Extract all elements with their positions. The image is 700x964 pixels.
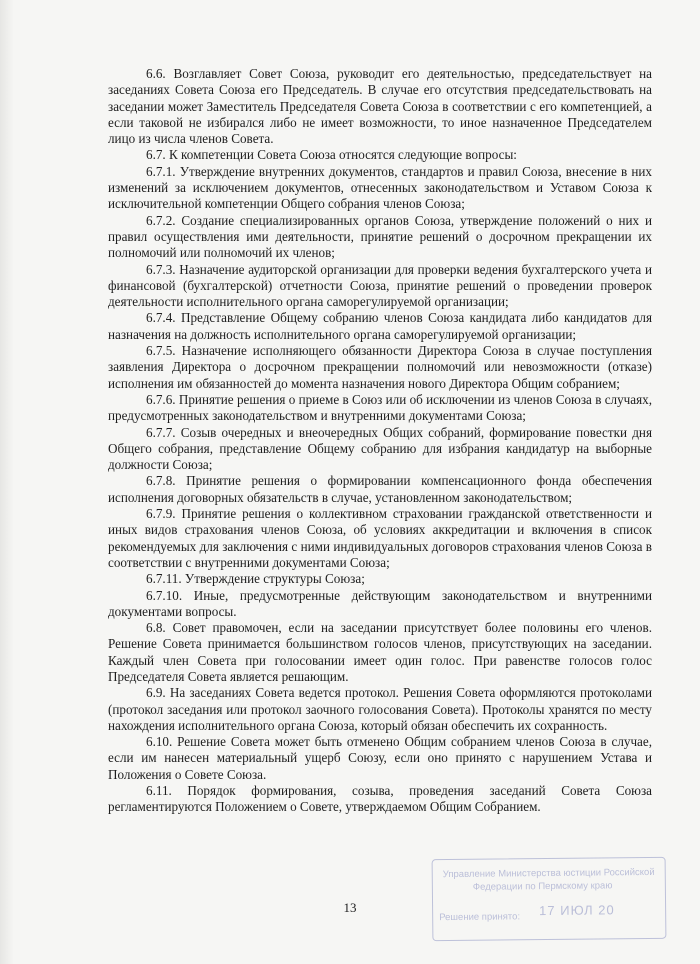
scan-edge-shadow bbox=[0, 0, 14, 964]
registration-stamp bbox=[432, 857, 667, 941]
paragraph-6-7-9: 6.7.9. Принятие решения о коллективном страховании гражданской ответственности и иных видов страхования членов Союза, об условиях аккредитации и включения в список рекомендуемых для заключения с ними индивидуальных договоров страхования членов Союза в соответствии с внутренними документами Союза; bbox=[108, 506, 652, 570]
paragraph-6-7-11: 6.7.11. Утверждение структуры Союза; bbox=[146, 571, 365, 587]
stamp-line-authority: Управление Министерства юстиции Российской bbox=[442, 866, 655, 881]
paragraph-6-10: 6.10. Решение Совета может быть отменено Общим собранием членов Союза в случае, если им нанесен материальный ущерб Союзу, если оно принято с нарушением Устава и Положения о Совете Союза. bbox=[108, 734, 652, 782]
paragraph-6-7-3: 6.7.3. Назначение аудиторской организации для проверки ведения бухгалтерского учета и финансовой (бухгалтерской) отчетности Союза, принятие решений о проведении проверок деятельности исполнительного органа саморегулируемой организации; bbox=[108, 261, 652, 310]
page-number: 13 bbox=[343, 900, 357, 915]
paragraph-6-7-1: 6.7.1. Утверждение внутренних документов, стандартов и правил Союза, внесение в них изменений за исключением документов, отнесенных законодательством и Уставом Союза к исключительной компетенции Общего собрания членов Союза; bbox=[108, 163, 652, 212]
document-body bbox=[108, 66, 652, 816]
paragraph-6-7: 6.7. К компетенции Совета Союза относятся следующие вопросы: bbox=[146, 147, 517, 163]
paragraph-6-7-4: 6.7.4. Представление Общему собранию членов Союза кандидата либо кандидатов для назначения на должность исполнительного органа саморегулируемой организации; bbox=[108, 310, 652, 342]
paragraph-6-7-7: 6.7.7. Созыв очередных и внеочередных Общих собраний, формирование повестки дня Общего собрания, представление Общему собранию для избрания кандидатур на выборные должности Союза; bbox=[108, 424, 652, 473]
paragraph-6-9: 6.9. На заседаниях Совета ведется протокол. Решения Совета оформляются протоколами (протокол заседания или протокол заочного голосования Совета). Протоколы хранятся по месту нахождения исполнительного органа Союза, который обязан обеспечить их сохранность. bbox=[108, 685, 652, 733]
stamp-line-decision: Решение принято: bbox=[439, 911, 521, 924]
paragraph-6-8: 6.8. Совет правомочен, если на заседании присутствует более половины его членов. Решение Совета принимается большинством голосов членов, присутствующих на заседании. Каждый член Совета при голосовании имеет один голос. При равенстве голосов голос Председателя Совета является решающим. bbox=[108, 620, 652, 684]
paragraph-6-7-8: 6.7.8. Принятие решения о формировании компенсационного фонда обеспечения исполнения договорных обязательств в случае, установленном законодательством; bbox=[108, 473, 652, 505]
paragraph-6-7-6: 6.7.6. Принятие решения о приеме в Союз или об исключении из членов Союза в случаях, предусмотренных законодательством и внутренними документами Союза; bbox=[108, 391, 652, 424]
paragraph-6-11: 6.11. Порядок формирования, созыва, проведения заседаний Совета Союза регламентируются Положением о Совете, утверждаемом Общим Собранием. bbox=[108, 783, 652, 815]
paragraph-6-7-10: 6.7.10. Иные, предусмотренные действующим законодательством и внутренними документами вопросы. bbox=[108, 587, 652, 619]
stamp-date: 17 ИЮЛ 20 bbox=[539, 902, 615, 919]
paragraph-6-7-5: 6.7.5. Назначение исполняющего обязанности Директора Союза в случае поступления заявления Директора о досрочном прекращении полномочий или невозможности (отказе) исполнения им обязанностей до момента назначения нового Директора Общим собранием; bbox=[108, 343, 652, 391]
paragraph-6-6: 6.6. Возглавляет Совет Союза, руководит его деятельностью, председательствует на заседаниях Совета Союза его Председатель. В случае его отсутствия председательствовать на заседании может Заместитель Председателя Совета Союза в соответствии с его компетенцией, а если таковой не избирался либо не имеет возможности, то иное назначенное Председателем лицо из числа членов Совета. bbox=[108, 66, 652, 147]
stamp-line-region: Федерации по Пермскому краю bbox=[472, 880, 613, 893]
paragraph-6-7-2: 6.7.2. Создание специализированных органов Союза, утверждение положений о них и правил осуществления ими деятельности, принятие решений о досрочном прекращении их полномочий или полномочий их членов; bbox=[108, 212, 652, 261]
